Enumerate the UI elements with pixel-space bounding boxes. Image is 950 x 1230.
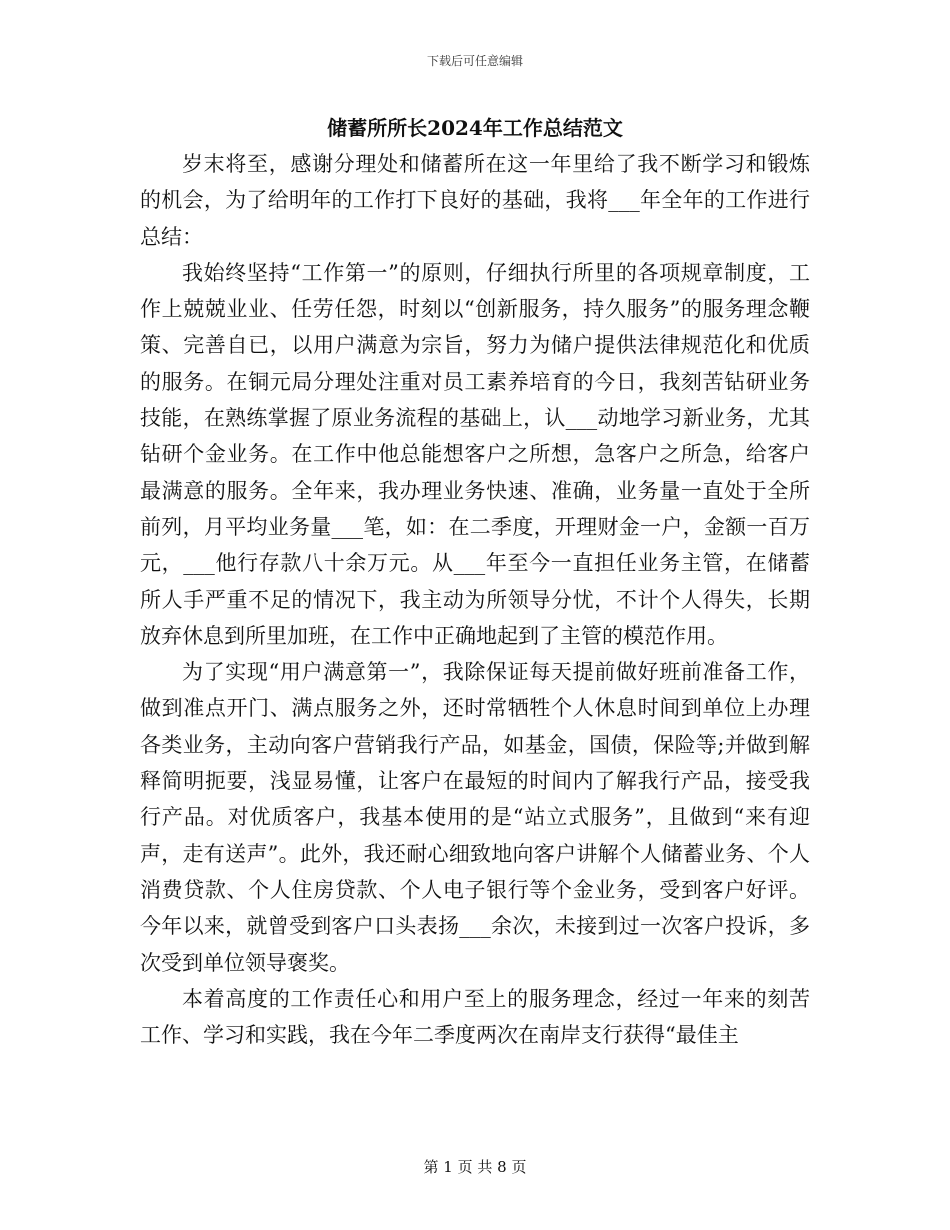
document-title: 储蓄所所长2024年工作总结范文 — [327, 116, 623, 140]
paragraph: 岁末将至，感谢分理处和储蓄所在这一年里给了我不断学习和锻炼的机会，为了给明年的工作打下良好的基础，我将___年全年的工作进行总结： — [140, 152, 810, 249]
document-body — [140, 146, 810, 1053]
header-note: 下载后可任意编辑 — [426, 54, 523, 68]
page-number: 第 1 页 共 8 页 — [423, 1158, 527, 1176]
paragraph: 本着高度的工作责任心和用户至上的服务理念，经过一年来的刻苦工作、学习和实践，我在今年二季度两次在南岸支行获得“最佳主 — [140, 986, 810, 1048]
paragraph: 为了实现“用户满意第一”，我除保证每天提前做好班前准备工作，做到准点开门、满点服务之外，还时常牺牲个人休息时间到单位上办理各类业务，主动向客户营销我行产品，如基金，国债，保险等;并做到解释简明扼要，浅显易懂，让客户在最短的时间内了解我行产品，接受我行产品。对优质客户，我基本使用的是“站立式服务”，且做到“来有迎声，走有送声”。此外，我还耐心细致地向客户讲解个人储蓄业务、个人消费贷款、个人住房贷款、个人电子银行等个金业务，受到客户好评。今年以来，就曾受到客户口头表扬___余次，未接到过一次客户投诉，多次受到单位领导褒奖。 — [140, 660, 810, 975]
paragraph: 我始终坚持“工作第一”的原则，仔细执行所里的各项规章制度，工作上兢兢业业、任劳任怨，时刻以“创新服务，持久服务”的服务理念鞭策、完善自已，以用户满意为宗旨，努力为储户提供法律规范化和优质的服务。在铜元局分理处注重对员工素养培育的今日，我刻苦钻研业务技能，在熟练掌握了原业务流程的基础上，认___动地学习新业务，尤其钻研个金业务。在工作中他总能想客户之所想，急客户之所急，给客户最满意的服务。全年来，我办理业务快速、准确，业务量一直处于全所前列，月平均业务量___笔，如：在二季度，开理财金一户，金额一百万元，___他行存款八十余万元。从___年至今一直担任业务主管，在储蓄所人手严重不足的情况下，我主动为所领导分忧，不计个人得失，长期放弃休息到所里加班，在工作中正确地起到了主管的模范作用。 — [140, 260, 810, 648]
